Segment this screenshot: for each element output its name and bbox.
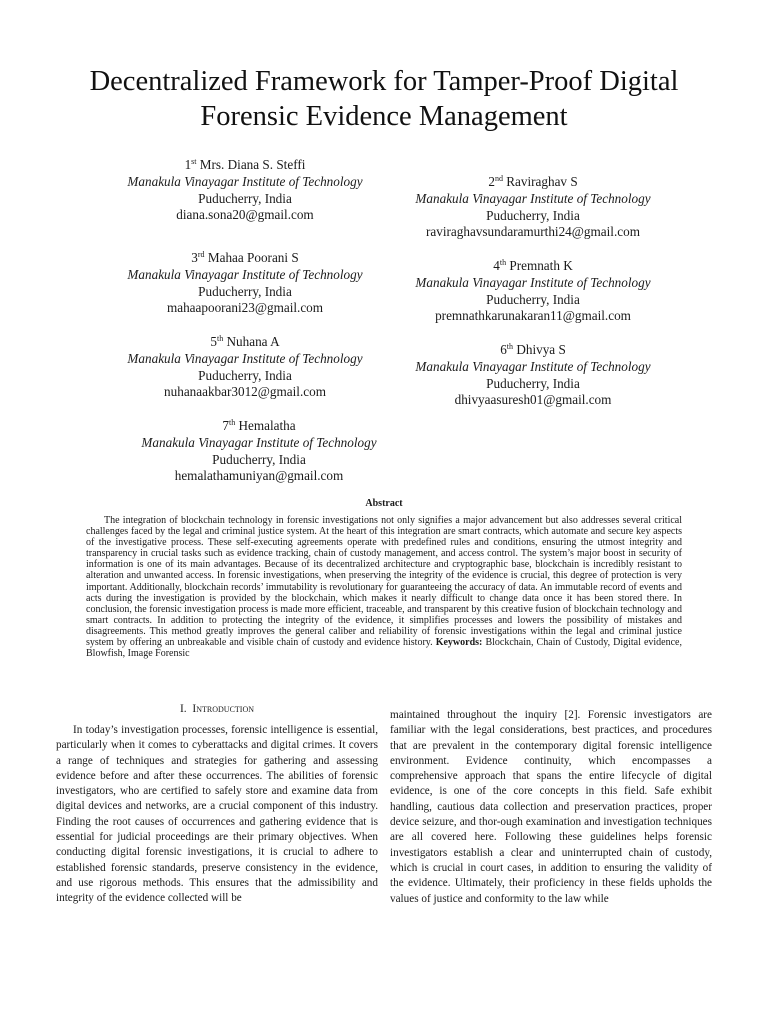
author-affiliation: Manakula Vinayagar Institute of Technology xyxy=(127,266,363,282)
author-name-line xyxy=(96,418,422,435)
author-affiliation: Manakula Vinayagar Institute of Technology xyxy=(415,358,651,374)
author-email: nuhanaakbar3012@gmail.com xyxy=(164,384,326,400)
author-block-1 xyxy=(82,157,408,224)
title-line-2: Forensic Evidence Management xyxy=(200,101,568,132)
author-name: Mrs. Diana S. Steffi xyxy=(199,157,306,172)
author-name: Premnath K xyxy=(509,258,573,273)
author-ordinal: 4 xyxy=(493,258,500,273)
author-name: Mahaa Poorani S xyxy=(207,250,299,265)
author-ordinal: 6 xyxy=(500,342,507,357)
author-ordinal: 1 xyxy=(184,157,192,172)
author-name-line xyxy=(370,174,696,191)
author-email: raviraghavsundaramurthi24@gmail.com xyxy=(426,224,640,240)
author-ordinal: 3 xyxy=(191,250,198,265)
author-ordinal-suffix: th xyxy=(499,258,507,267)
author-ordinal: 5 xyxy=(210,334,217,349)
author-name: Nuhana A xyxy=(226,334,280,349)
author-ordinal-suffix: nd xyxy=(494,174,503,183)
author-ordinal: 2 xyxy=(488,174,495,189)
abstract-body xyxy=(86,515,682,659)
author-email: mahaapoorani23@gmail.com xyxy=(166,300,324,316)
author-block-4 xyxy=(370,258,696,325)
author-location: Puducherry, India xyxy=(486,375,580,391)
author-name: Hemalatha xyxy=(238,418,296,433)
author-ordinal-suffix: st xyxy=(191,157,197,166)
author-name-line xyxy=(82,334,408,351)
author-location: Puducherry, India xyxy=(198,367,292,383)
author-name: Raviraghav S xyxy=(506,174,578,189)
author-email: hemalathamuniyan@gmail.com xyxy=(174,468,344,484)
section-title: Introduction xyxy=(192,703,255,715)
author-ordinal-suffix: rd xyxy=(197,250,205,259)
author-block-5 xyxy=(82,334,408,401)
author-name-line xyxy=(370,258,696,275)
author-ordinal-suffix: th xyxy=(506,342,514,351)
author-affiliation: Manakula Vinayagar Institute of Technology xyxy=(141,434,377,450)
intro-left-column: In today’s investigation processes, forensic intelligence is essential, particularly when it comes to cyberattacks and digital crimes. It covers a range of techniques and strategies for gathering and assessing evidence before and after these occurrences. The abilities of forensic investigators, who are certified to safely store and examine data from digital devices and networks, are a crucial component of this industry. Finding the root causes of occurrences and gathering evidence that is essential for judicial proceedings are their primary objectives. When conducting digital forensic investigations, it is crucial to adhere to established forensic standards, preserve consistency in the evidence, and use rigorous methods. This ensures that the admissibility and integrity of the evidence collected will be xyxy=(56,724,378,905)
keywords-text: Blockchain, Chain of Custody, Digital evidence, Blowfish, Image Forensic xyxy=(86,637,682,660)
section-number: I. xyxy=(179,703,187,715)
author-ordinal-suffix: th xyxy=(228,418,236,427)
author-name: Dhivya S xyxy=(516,342,566,357)
section-heading-introduction xyxy=(56,702,378,716)
paper-title xyxy=(40,64,728,134)
author-ordinal: 7 xyxy=(222,418,229,433)
author-email: diana.sona20@gmail.com xyxy=(176,207,314,223)
author-name-line xyxy=(370,342,696,359)
author-block-2 xyxy=(370,174,696,241)
author-affiliation: Manakula Vinayagar Institute of Technology xyxy=(415,190,651,206)
author-location: Puducherry, India xyxy=(486,207,580,223)
author-affiliation: Manakula Vinayagar Institute of Technology xyxy=(127,173,363,189)
author-email: dhivyaasuresh01@gmail.com xyxy=(454,392,612,408)
author-name-line xyxy=(82,157,408,174)
abstract-text: The integration of blockchain technology in forensic investigations not only signifies a major advancement but also addresses several critical challenges faced by the legal and criminal justice system. At the heart of this integration are smart contracts, which automate and secure key aspects of the investigative process. These self-executing agreements operate with predefined rules and conditions, ensuring the utmost integrity and transparency in crucial tasks such as evidence tracking, chain of custody management, and access control. The system’s major boost in security of information is one of its main advantages. Because of its decentralized architecture and cryptographic base, blockchain is incredibly resistant to alteration and unwanted access. In forensic investigations, when preserving the integrity of the evidence is crucial, this degree of protection is very important. Additionally, blockchain records’ immutability is revolutionary for guaranteeing the accuracy of data. An immutable record of events and acts during the investigation is provided by the blockchain, which makes it nearly difficult to change data once it has been stored there. In conclusion, the forensic investigation process is made more efficient, traceable, and transparent by this creative fusion of blockchain technology and smart contracts. In addition to protecting the integrity of the evidence, it simplifies processes and lowers the possibility of mistakes and disagreements. This method greatly improves the general caliber and reliability of forensic investigations within the legal and criminal justice system by offering an unbreakable and visible chain of custody and evidence history. xyxy=(86,515,682,649)
author-name-line xyxy=(82,250,408,267)
abstract-heading: Abstract xyxy=(365,498,403,509)
intro-right-column: maintained throughout the inquiry [2]. Forensic investigators are familiar with the legal considerations, best practices, and procedures that are prevalent in the contemporary digital forensic intelligence environment. Evidence continuity, which encompasses a comprehensive approach that spans the entire lifecycle of digital evidence, is one of the core concepts in this field. Safe exhibit handling, cautious data collection and preservation practices, proper device seizure, and thor-ough examination and investigation techniques are all covered here. Following these guidelines helps forensic investigators establish a clear and uninterrupted chain of custody, which is crucial in court cases, in addition to ensuring the validity of the evidence. Ultimately, their proficiency in these fields upholds the values of justice and conformity to the law while xyxy=(390,709,712,905)
author-affiliation: Manakula Vinayagar Institute of Technology xyxy=(127,350,363,366)
author-location: Puducherry, India xyxy=(198,190,292,206)
author-location: Puducherry, India xyxy=(486,291,580,307)
author-email: premnathkarunakaran11@gmail.com xyxy=(435,308,631,324)
keywords-label: Keywords: xyxy=(435,637,483,649)
author-affiliation: Manakula Vinayagar Institute of Technology xyxy=(415,274,651,290)
author-block-3 xyxy=(82,250,408,317)
title-line-1: Decentralized Framework for Tamper-Proof Digital xyxy=(89,66,679,97)
author-ordinal-suffix: th xyxy=(216,334,224,343)
author-location: Puducherry, India xyxy=(198,283,292,299)
author-block-7 xyxy=(96,418,422,485)
author-block-6 xyxy=(370,342,696,409)
author-location: Puducherry, India xyxy=(212,451,306,467)
